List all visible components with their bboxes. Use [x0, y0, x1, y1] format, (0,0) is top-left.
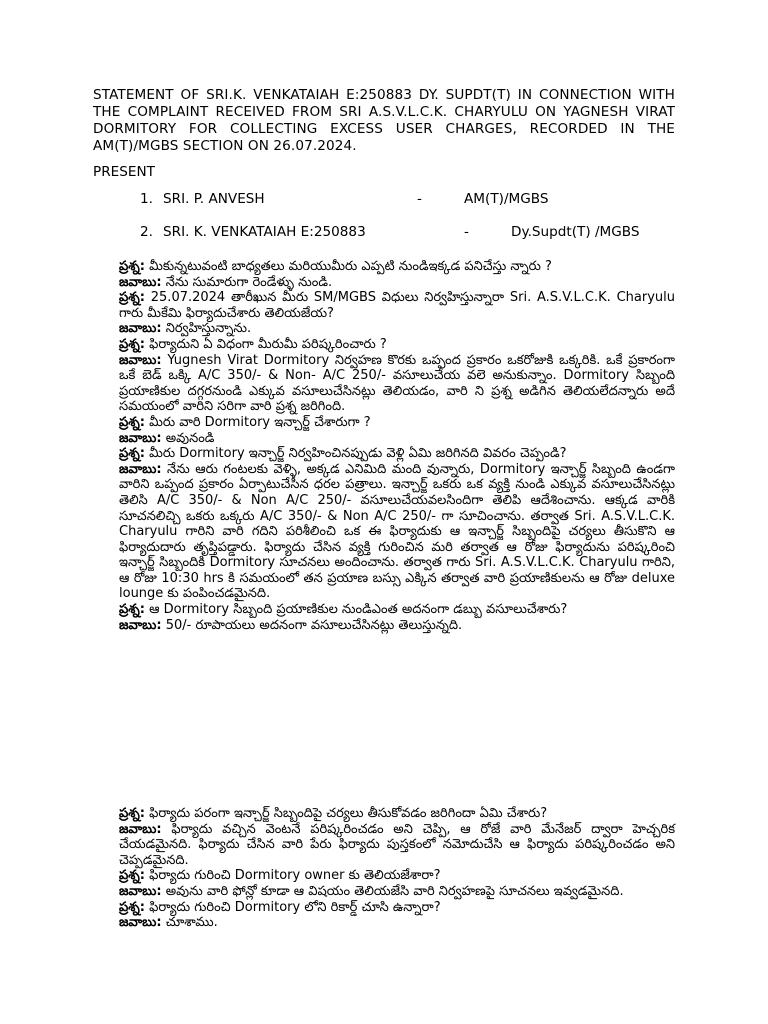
answer-paragraph: [119, 353, 675, 415]
question-paragraph: [119, 337, 675, 353]
qa-text: నేను ఆరు గంటలకు వెళ్ళి, అక్కడ ఎనిమిది మంది వున్నారు, Dormitory ఇన్చార్జ్ సిబ్బంది ఉండగా వారిని ఒప్పంద ప్రకారం ఏర్పాటుచేసిన ధరల పత్రాలు. ఇన్చార్జ్ ఒకరు ఒక వ్యక్తి నుండి ఎక్కువ వసూలుచేసినట్లు తెలిసి A/C 350/- & Non A/C 250/- వసూలుచేయవలసిందిగా తెలిపి ఆదేశించాను. ఆక్కడ వారికి సూచనలిచ్చి ఒకరు ఒక్కరు A/C 350/- & Non A/C 250/- గా సూచించాను. తర్వాత Sri. A.S.V.L.C.K. Charyulu గారిని వారి గదిని పరిశీలించి ఒక ఈ ఫిర్యాదుకు ఆ ఇన్చార్జ్ సిబ్బందిపై చర్యలు తీసుకొని ఆ ఫిర్యాదుదారు తృప్తిపడ్డారు. ఫిర్యాదు చేసిన వ్యక్తి గురించిన మరి తర్వాత ఆ రోజు ఫిర్యాదును పరిష్కరించి ఇన్చార్జ్ సిబ్బందికి Dormitory సూచనలు అందించాను. తర్వాత గారు Sri. A.S.V.L.C.K. Charyulu గారిని, ఆ రోజు 10:30 hrs కి సమయంలో తన ప్రయాణ బస్సు ఎక్కిన తర్వాత వారి ప్రయాణికులను ఆ రోజు deluxe lounge కు పంపించడమైనది.: [119, 461, 675, 602]
qa-label: ప్రశ్న:: [119, 602, 145, 618]
qa-text: మీకున్నటువంటి బాధ్యతలు మరియుమీరు ఎప్పటి నుండిఇక్కడ పనిచేస్తు న్నారు ?: [149, 259, 552, 274]
qa-label: ప్రశ్న:: [119, 414, 145, 430]
qa-text: 25.07.2024 తారీఖున మీరు SM/MGBS విధులు నిర్వహిస్తున్నారా Sri. A.S.V.L.C.K. Charyulu గారు మీకేమి ఫిర్యాదుచేశారు తెలియజేయ?: [119, 290, 675, 321]
qa-label: జవాబు:: [119, 915, 162, 931]
qa-text: ఫిర్యాదు పరంగా ఇన్చార్జ్ సిబ్బందిపై చర్యలు తీసుకోవడం జరిగిందా ఏమి చేశారు?: [149, 806, 548, 821]
question-paragraph: [119, 602, 675, 618]
qa-label: ప్రశ్న:: [119, 290, 145, 306]
question-paragraph: [119, 415, 675, 431]
qa-text: అవునండి: [165, 430, 215, 446]
question-paragraph: [119, 868, 675, 884]
answer-paragraph: [119, 822, 675, 869]
qa-label: జవాబు:: [119, 430, 162, 446]
qa-block-lower: [119, 806, 675, 931]
qa-label: జవాబు:: [119, 821, 162, 837]
question-paragraph: [119, 259, 675, 275]
statement-heading: STATEMENT OF SRI.K. VENKATAIAH E:250883 DY. SUPDT(T) IN CONNECTION WITH THE COMPLAINT RECEIVED FROM SRI A.S.V.L.C.K. CHARYULU ON YAGNESH VIRAT DORMITORY FOR COLLECTING EXCESS USER CHARGES, RECORDED IN THE AM(T)/MGBS SECTION ON 26.07.2024.: [93, 87, 675, 154]
member-number: 1.: [140, 191, 153, 207]
qa-label: జవాబు:: [119, 883, 162, 899]
member-separator: -: [464, 224, 469, 240]
answer-paragraph: [119, 431, 675, 447]
qa-label: ప్రశ్న:: [119, 259, 145, 274]
qa-text: అవును వారి ఫోన్లో కూడా ఆ విషయం తెలియజేసి వారి నిర్వహణపై సూచనలు ఇవ్వడమైనది.: [165, 883, 624, 899]
qa-text: మీరు Dormitory ఇన్చార్జ్ నిర్వహించినప్పుడు వెళ్లి ఏమి జరిగినది వివరం చెప్పండి?: [149, 446, 567, 462]
qa-text: నిర్వహిస్తున్నాను.: [165, 321, 252, 337]
qa-text: ఆ Dormitory సిబ్బంది ప్రయాణికుల నుండిఎంత అదనంగా డబ్బు వసూలుచేశారు?: [149, 602, 568, 618]
member-role: Dy.Supdt(T) /MGBS: [511, 224, 640, 240]
qa-text: ఫిర్యాదు గురించి Dormitory owner కు తెలియజేశారా?: [149, 868, 441, 884]
question-paragraph: [119, 446, 675, 462]
question-paragraph: [119, 806, 675, 822]
member-number: 2.: [140, 224, 153, 240]
qa-text: ఫిర్యాదుని ఏ విధంగా మీరుమీ పరిష్కరించారు ?: [149, 336, 387, 352]
member-name: SRI. K. VENKATAIAH E:250883: [163, 224, 366, 240]
qa-label: జవాబు:: [119, 617, 162, 633]
qa-block-upper: [119, 259, 675, 633]
answer-paragraph: [119, 462, 675, 602]
qa-text: నేను సుమారుగా రెండేళ్ళు నుండి.: [165, 274, 333, 290]
qa-label: జవాబు:: [119, 352, 162, 368]
answer-paragraph: [119, 884, 675, 900]
qa-label: ప్రశ్న:: [119, 806, 145, 821]
member-role: AM(T)/MGBS: [464, 191, 549, 207]
qa-text: ఫిర్యాదు గురించి Dormitory లోని రికార్డ్ చూసి ఉన్నారా?: [149, 899, 441, 915]
answer-paragraph: [119, 618, 675, 634]
question-paragraph: [119, 900, 675, 916]
qa-label: ప్రశ్న:: [119, 336, 145, 352]
member-name: SRI. P. ANVESH: [163, 191, 265, 207]
answer-paragraph: [119, 915, 675, 931]
present-label: PRESENT: [93, 164, 155, 180]
qa-label: ప్రశ్న:: [119, 868, 145, 884]
answer-paragraph: [119, 275, 675, 291]
qa-text: 50/- రూపాయలు అదనంగా వసూలుచేసినట్లు తెలుస్తున్నది.: [165, 617, 463, 633]
qa-label: జవాబు:: [119, 274, 162, 290]
qa-text: మీరు వారి Dormitory ఇన్చార్జ్ చేశారుగా ?: [149, 414, 371, 430]
answer-paragraph: [119, 321, 675, 337]
qa-label: ప్రశ్న:: [119, 899, 145, 915]
question-paragraph: [119, 290, 675, 321]
qa-text: ఫిర్యాదు వచ్చిన వెంటనే పరిష్కరించడం అని చెప్పి, ఆ రోజే వారి మేనేజర్ ద్వారా హెచ్చరిక చేయడమైనది. ఫిర్యాదు చేసిన వారి పేరు ఫిర్యాదు పుస్తకంలో నమోదుచేసి ఆ ఫిర్యాదు పరిష్కరించడం అని చెప్పడమైనది.: [119, 821, 675, 868]
member-separator: -: [417, 191, 422, 207]
qa-text: Yugnesh Virat Dormitory నిర్వహణ కొరకు ఒప్పంద ప్రకారం ఒకరోజుకి ఒక్కరికి. ఒకే ప్రకారంగా ఒకే బెడ్ ఒక్కి A/C 350/- & Non- A/C 250/- వసూలుచేయ వలె అనుకున్నాం. Dormitory సిబ్బంది ప్రయాణికుల దగ్గరనుండి ఎక్కువ వసూలుచేసినట్లు తెలియడం, వారి ని ప్రశ్న అడిగిన తెలియలేదన్నారు అదే సమయంలో వారిని సరిగా వారి ప్రశ్న జరిగింది.: [119, 352, 675, 415]
qa-text: చూశాము.: [165, 915, 218, 931]
qa-label: జవాబు:: [119, 461, 162, 477]
qa-label: ప్రశ్న:: [119, 446, 145, 462]
qa-label: జవాబు:: [119, 321, 162, 337]
